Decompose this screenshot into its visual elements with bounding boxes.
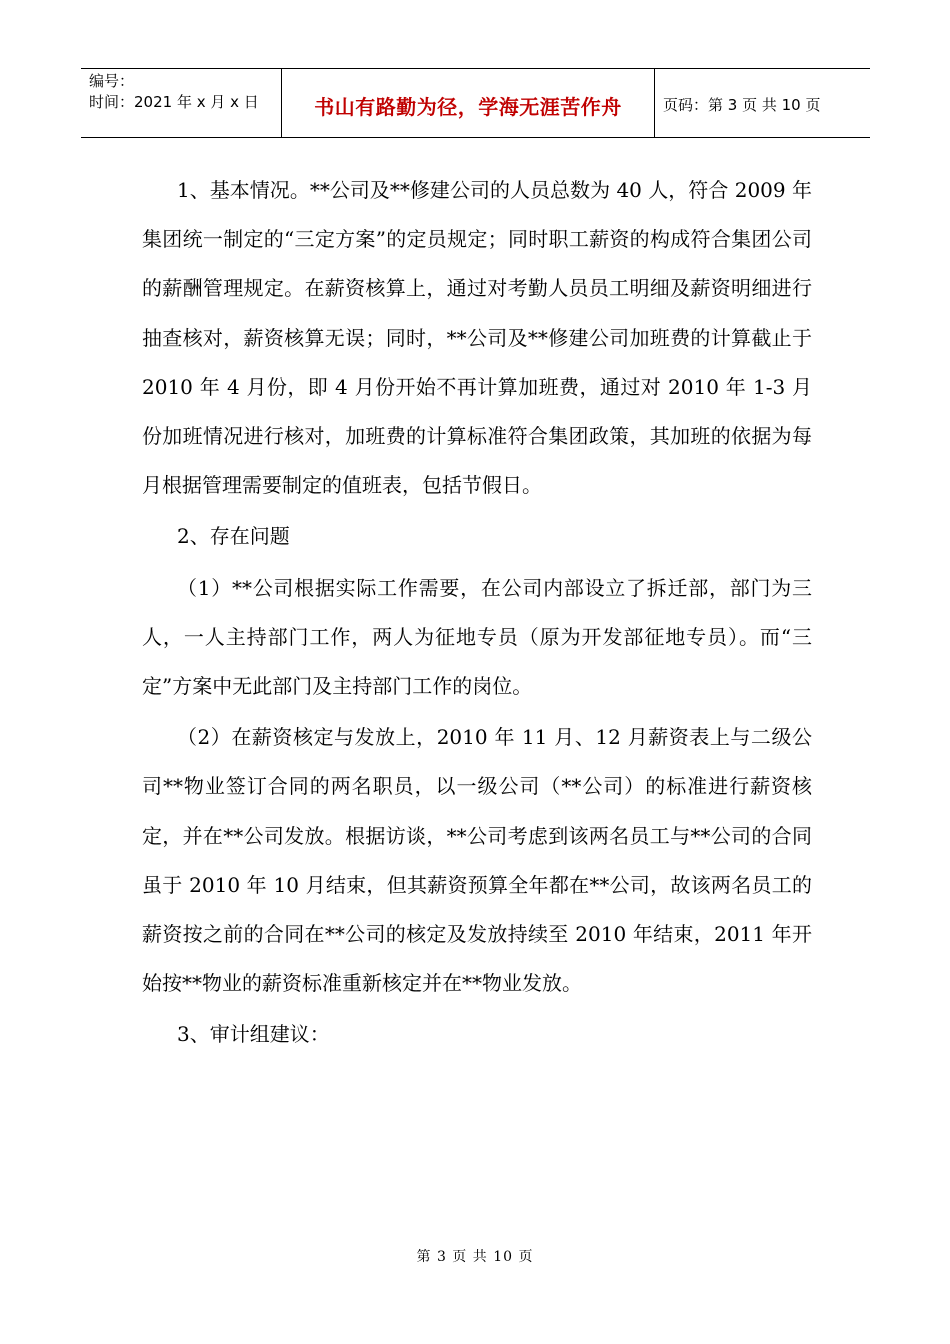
paragraph-issue-2: （2）在薪资核定与发放上，2010 年 11 月、12 月薪资表上与二级公司**物业签订合同的两名职员，以一级公司（**公司）的标准进行薪资核定，并在**公司发放。根据访谈，**公司考虑到该两名员工与**公司的合同虽于 2010 年 10 月结束，但其薪资预算全年都在**公司，故该两名员工的薪资按之前的合同在**公司的核定及发放持续至 2010 年结束，2011 年开始按**物业的薪资标准重新核定并在**物业发放。 <box>142 725 812 996</box>
document-date: 时间：2021 年 x 月 x 日 <box>89 93 259 111</box>
header-motto: 书山有路勤为径，学海无涯苦作舟 <box>282 69 655 137</box>
paragraph-basic-situation: 1、基本情况。**公司及**修建公司的人员总数为 40 人，符合 2009 年集团统一制定的“三定方案”的定员规定；同时职工薪资的构成符合集团公司的薪酬管理规定。在薪资核算上，通过对考勤人员员工明细及薪资明细进行抽查核对，薪资核算无误；同时，**公司及**修建公司加班费的计算截止于 2010 年 4 月份，即 4 月份开始不再计算加班费，通过对 2010 年 1-3 月份加班情况进行核对，加班费的计算标准符合集团政策，其加班的依据为每月根据管理需要制定的值班表，包括节假日。 <box>142 178 812 498</box>
page-header <box>81 68 870 138</box>
document-number: 编号： <box>89 72 135 90</box>
page-footer: 第 3 页 共 10 页 <box>416 1249 534 1265</box>
document-body <box>142 166 812 1060</box>
paragraph-issues-heading: 2、存在问题 <box>177 524 290 549</box>
header-meta <box>81 69 282 137</box>
paragraph-issue-1: （1）**公司根据实际工作需要，在公司内部设立了拆迁部，部门为三人，一人主持部门工作，两人为征地专员（原为开发部征地专员）。而“三定”方案中无此部门及主持部门工作的岗位。 <box>142 575 812 699</box>
header-page-info: 页码：第 3 页 共 10 页 <box>663 95 821 114</box>
paragraph-audit-suggestions: 3、审计组建议： <box>177 1022 330 1047</box>
